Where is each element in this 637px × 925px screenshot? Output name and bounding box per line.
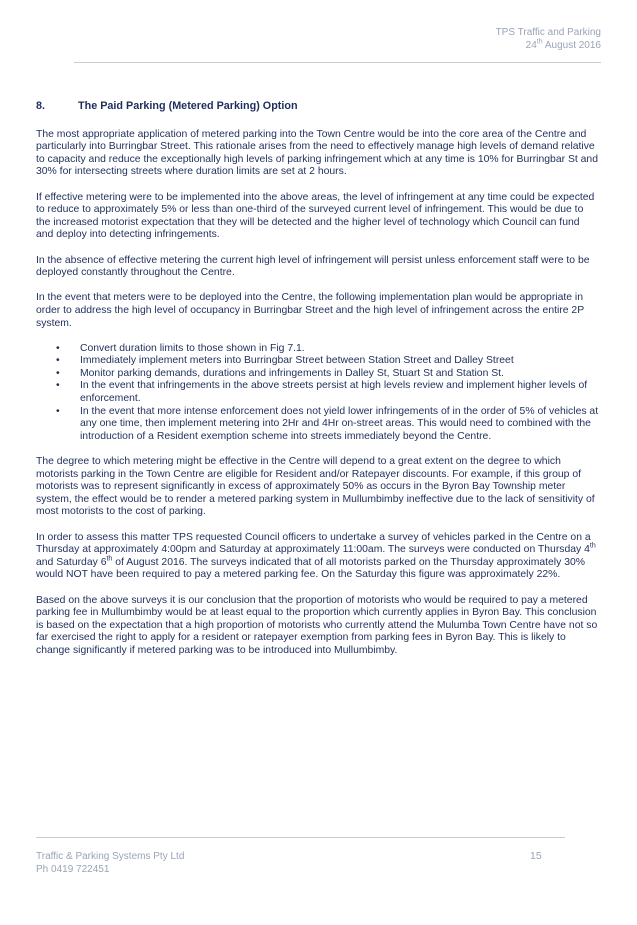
- footer-company: Traffic & Parking Systems Pty Ltd: [36, 851, 185, 862]
- paragraph-4: In the event that meters were to be deployed into the Centre, the following implementation plan would be appropriate in order to address the high level of occupancy in Burringbar Street and the high level of infringement across the entire 2P system.: [36, 292, 584, 329]
- ordinal-suffix: th: [589, 542, 596, 550]
- page-footer: [36, 850, 184, 876]
- list-item: • Convert duration limits to those shown in Fig 7.1.: [80, 343, 599, 356]
- paragraph-2: If effective metering were to be implemented into the above areas, the level of infringement at any time could be expected to reduce to approximately 5% or less than one-third of the surveyed current level of infringement. This would be due to the increased motorist expectation that they will be detected and the higher level of technology which Council can fund and deploy into detecting infringements.: [36, 191, 595, 241]
- header-title: TPS Traffic and Parking: [495, 27, 601, 38]
- paragraph-6-part-c: of August 2016. The surveys indicated that of all motorists parked on the Thursday approximately 30% would NOT have been required to pay a metered parking fee. On the Saturday this figure was approximately 22%.: [36, 556, 585, 581]
- footer-divider: [36, 837, 565, 838]
- footer-phone: Ph 0419 722451: [36, 864, 110, 875]
- page-header: [496, 26, 601, 52]
- paragraph-6: [36, 532, 599, 582]
- list-item: • In the event that infringements in the above streets persist at high levels review and implement higher levels of enforcement.: [80, 380, 599, 405]
- section-heading: [36, 100, 599, 113]
- implementation-list: [36, 343, 599, 444]
- section-title: The Paid Parking (Metered Parking) Option: [78, 100, 298, 112]
- list-item: • Monitor parking demands, durations and infringements in Dalley St, Stuart St and Station St.: [80, 368, 599, 381]
- list-item: • In the event that more intense enforcement does not yield lower infringements of in the order of 5% of vehicles at any one time, then implement metering into 2Hr and 4Hr on-street areas. This would need to combined with the introduction of a Resident exemption scheme into streets immediately beyond the Centre.: [80, 406, 599, 444]
- list-item: • Immediately implement meters into Burringbar Street between Station Street and Dalley Street: [80, 355, 599, 368]
- header-date-rest: August 2016: [542, 40, 601, 51]
- header-date: [496, 39, 601, 52]
- paragraph-6-part-b: and Saturday 6: [36, 556, 107, 568]
- page-number: 15: [530, 850, 542, 862]
- paragraph-6-part-a: In order to assess this matter TPS requested Council officers to undertake a survey of vehicles parked in the Centre on a Thursday at approximately 4:00pm and Saturday at approximately 11:00am. The surveys were conducted on Thursday 4: [36, 531, 591, 556]
- header-divider: [74, 62, 601, 63]
- paragraph-5: The degree to which metering might be effective in the Centre will depend to a great extent on the degree to which motorists parking in the Town Centre are eligible for Resident and/or Ratepayer discounts. For example, if this group of motorists was to represent significantly in excess of approximately 50% as occurs in the Byron Bay Township meter system, the effect would be to render a metered parking system in Mullumbimby ineffective due to the lack of sensitivity of most motorists to the cost of parking.: [36, 456, 595, 518]
- document-body: [36, 100, 599, 670]
- ordinal-suffix: th: [106, 555, 113, 563]
- header-date-suffix: th: [536, 38, 543, 46]
- header-date-day: 24: [525, 40, 537, 51]
- paragraph-3: In the absence of effective metering the current high level of infringement will persist unless enforcement staff were to be deployed constantly throughout the Centre.: [36, 254, 590, 279]
- paragraph-7: Based on the above surveys it is our conclusion that the proportion of motorists who would be required to pay a metered parking fee in Mullumbimby would be at least equal to the proportion which currently applies in Byron Bay. This conclusion is based on the expectation that a high proportion of motorists who currently attend the Mulumba Town Centre have not so far exercised the right to apply for a resident or ratepayer exemption from parking fees in Byron Bay. This is likely to change significantly if metered parking was to be introduced into Mullumbimby.: [36, 594, 598, 656]
- paragraph-1: The most appropriate application of metered parking into the Town Centre would be into the core area of the Centre and particularly into Burringbar Street. This rationale arises from the need to effectively manage high levels of demand relative to capacity and reduce the exceptionally high levels of parking infringement which at any time is 10% for Burringbar St and 30% for intersecting streets where duration limits are set at 2 hours.: [36, 128, 598, 178]
- section-number: 8.: [36, 100, 46, 112]
